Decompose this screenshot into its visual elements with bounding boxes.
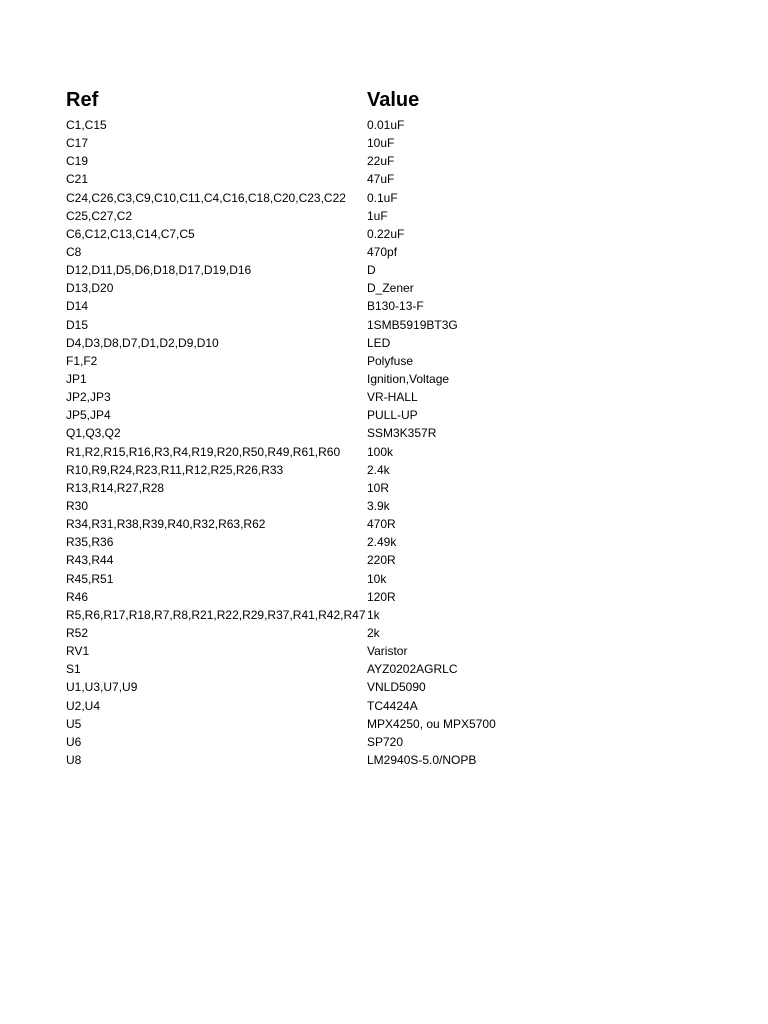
value-cell: 2.4k [367, 462, 390, 477]
ref-cell: Q1,Q3,Q2 [66, 426, 121, 441]
table-row [66, 352, 746, 370]
ref-cell: U2,U4 [66, 698, 101, 713]
ref-cell: D12,D11,D5,D6,D18,D17,D19,D16 [66, 263, 252, 278]
ref-cell: C17 [66, 136, 89, 151]
ref-cell: C6,C12,C13,C14,C7,C5 [66, 226, 195, 241]
value-cell: 47uF [367, 172, 395, 187]
ref-cell: R34,R31,R38,R39,R40,R32,R63,R62 [66, 517, 266, 532]
value-cell: VNLD5090 [367, 680, 426, 695]
table-row [66, 297, 746, 315]
value-cell: PULL-UP [367, 408, 418, 423]
value-cell: 220R [367, 553, 396, 568]
table-row [66, 134, 746, 152]
ref-cell: C21 [66, 172, 89, 187]
ref-cell: C19 [66, 154, 89, 169]
value-cell: 1k [367, 607, 380, 622]
value-cell: 100k [367, 444, 394, 459]
value-cell: 470pf [367, 244, 398, 259]
ref-cell: U8 [66, 752, 82, 767]
ref-cell: D13,D20 [66, 281, 114, 296]
ref-cell: U5 [66, 716, 82, 731]
ref-cell: C1,C15 [66, 118, 107, 132]
table-row [66, 606, 746, 624]
table-row [66, 424, 746, 442]
table-row [66, 279, 746, 297]
table-row [66, 152, 746, 170]
table-row [66, 551, 746, 569]
table-row [66, 515, 746, 533]
value-cell: Ignition,Voltage [367, 371, 450, 386]
table-row [66, 624, 746, 642]
table-body [66, 116, 746, 769]
table-row [66, 443, 746, 461]
table-row [66, 334, 746, 352]
table-row [66, 751, 746, 769]
value-cell: 0.1uF [367, 190, 398, 205]
ref-cell: U6 [66, 734, 82, 749]
value-cell: Varistor [367, 644, 408, 659]
ref-cell: R10,R9,R24,R23,R11,R12,R25,R26,R33 [66, 462, 284, 477]
ref-cell: C24,C26,C3,C9,C10,C11,C4,C16,C18,C20,C23,C22 [66, 190, 346, 205]
table-header [66, 86, 746, 115]
ref-cell: R46 [66, 589, 89, 604]
table-row [66, 697, 746, 715]
ref-cell: R5,R6,R17,R18,R7,R8,R21,R22,R29,R37,R41,R42,R47 [66, 607, 366, 622]
value-cell: LED [367, 335, 391, 350]
value-column-header: Value [367, 89, 420, 111]
bom-sheet [66, 86, 746, 769]
table-row [66, 461, 746, 479]
ref-cell: D14 [66, 299, 89, 314]
table-row [66, 588, 746, 606]
ref-column-header: Ref [66, 89, 99, 111]
table-row [66, 479, 746, 497]
value-cell: 470R [367, 517, 396, 532]
table-row [66, 660, 746, 678]
ref-cell: R30 [66, 498, 89, 513]
value-cell: 3.9k [367, 498, 390, 513]
table-row [66, 715, 746, 733]
table-row [66, 642, 746, 660]
ref-cell: C25,C27,C2 [66, 208, 133, 223]
value-cell: D_Zener [367, 281, 414, 296]
table-row [66, 207, 746, 225]
value-cell: LM2940S-5.0/NOPB [367, 752, 477, 767]
ref-cell: U1,U3,U7,U9 [66, 680, 138, 695]
ref-cell: JP5,JP4 [66, 408, 111, 423]
ref-cell: D15 [66, 317, 89, 332]
ref-cell: R13,R14,R27,R28 [66, 480, 165, 495]
table-row [66, 388, 746, 406]
value-cell: 10k [367, 571, 387, 586]
table-row [66, 533, 746, 551]
value-cell: B130-13-F [367, 299, 424, 314]
value-cell: 120R [367, 589, 396, 604]
table-row [66, 570, 746, 588]
ref-cell: C8 [66, 244, 82, 259]
ref-cell: F1,F2 [66, 353, 98, 368]
table-row [66, 316, 746, 334]
table-row [66, 243, 746, 261]
ref-cell: JP2,JP3 [66, 390, 111, 405]
ref-cell: JP1 [66, 371, 87, 386]
value-cell: 2.49k [367, 535, 397, 550]
table-row [66, 225, 746, 243]
value-cell: 1SMB5919BT3G [367, 317, 458, 332]
value-cell: SSM3K357R [367, 426, 437, 441]
ref-cell: S1 [66, 662, 81, 677]
value-cell: 10uF [367, 136, 395, 151]
value-cell: 22uF [367, 154, 395, 169]
value-cell: Polyfuse [367, 353, 414, 368]
value-cell: VR-HALL [367, 390, 418, 405]
table-row [66, 116, 746, 134]
value-cell: 1uF [367, 208, 388, 223]
table-row [66, 189, 746, 207]
ref-cell: R52 [66, 625, 89, 640]
ref-cell: RV1 [66, 644, 90, 659]
table-row [66, 370, 746, 388]
value-cell: TC4424A [367, 698, 418, 713]
ref-cell: R1,R2,R15,R16,R3,R4,R19,R20,R50,R49,R61,R60 [66, 444, 341, 459]
value-cell: 10R [367, 480, 390, 495]
table-row [66, 497, 746, 515]
value-cell: 0.01uF [367, 118, 405, 132]
table-row [66, 678, 746, 696]
value-cell: 2k [367, 625, 380, 640]
value-cell: SP720 [367, 734, 404, 749]
value-cell: 0.22uF [367, 226, 405, 241]
value-cell: D [367, 263, 376, 278]
value-cell: AYZ0202AGRLC [367, 662, 458, 677]
table-row [66, 170, 746, 188]
ref-cell: R43,R44 [66, 553, 114, 568]
table-row [66, 406, 746, 424]
ref-cell: R45,R51 [66, 571, 114, 586]
ref-cell: D4,D3,D8,D7,D1,D2,D9,D10 [66, 335, 219, 350]
table-row [66, 261, 746, 279]
table-row [66, 733, 746, 751]
ref-cell: R35,R36 [66, 535, 114, 550]
value-cell: MPX4250, ou MPX5700 [367, 716, 496, 731]
